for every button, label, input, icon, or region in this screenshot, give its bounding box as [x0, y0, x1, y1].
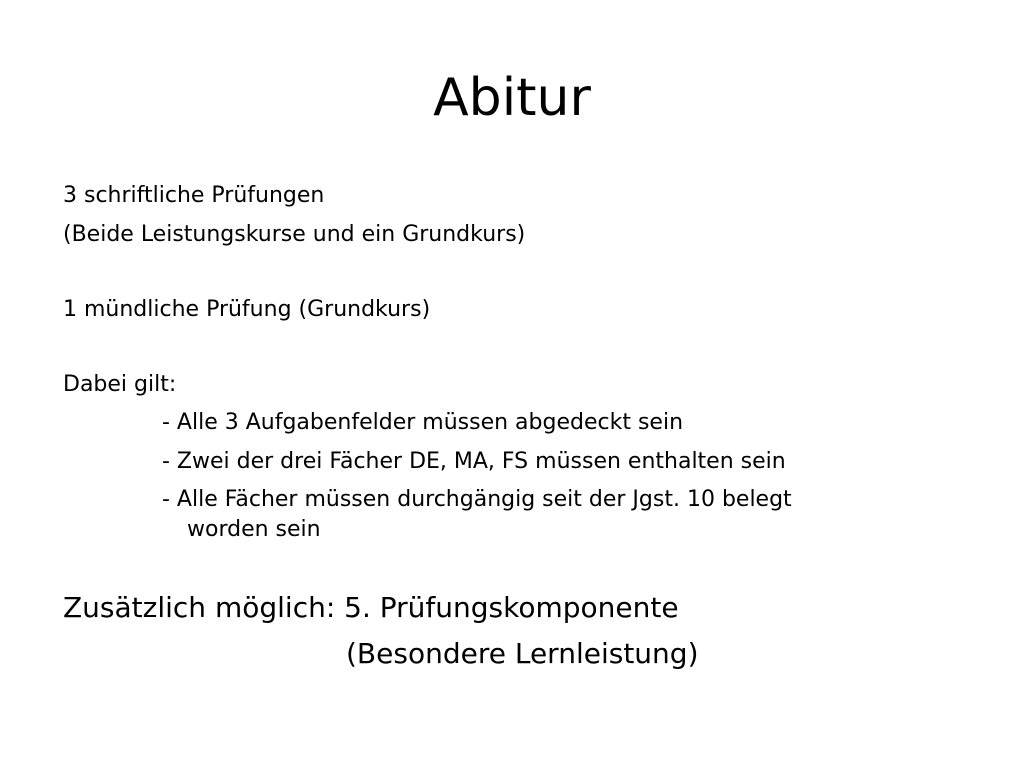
text-line-rules-heading: Dabei gilt: — [63, 372, 177, 397]
text-line-written-exams-detail: (Beide Leistungskurse und ein Grundkurs) — [63, 222, 526, 247]
text-line-rule-task-fields: - Alle 3 Aufgabenfelder müssen abgedeckt sein — [162, 410, 684, 435]
text-line-additional-component: Zusätzlich möglich: 5. Prüfungskomponente — [63, 591, 679, 624]
slide-title: Abitur — [433, 68, 591, 128]
text-line-special-performance: (Besondere Lernleistung) — [346, 637, 699, 670]
text-line-oral-exam: 1 mündliche Prüfung (Grundkurs) — [63, 297, 431, 322]
text-line-rule-continuous-cont: worden sein — [187, 517, 321, 542]
text-line-rule-continuous: - Alle Fächer müssen durchgängig seit der Jgst. 10 belegt — [162, 487, 792, 512]
text-line-rule-core-subjects: - Zwei der drei Fächer DE, MA, FS müssen enthalten sein — [162, 449, 786, 474]
text-line-written-exams: 3 schriftliche Prüfungen — [63, 183, 325, 208]
